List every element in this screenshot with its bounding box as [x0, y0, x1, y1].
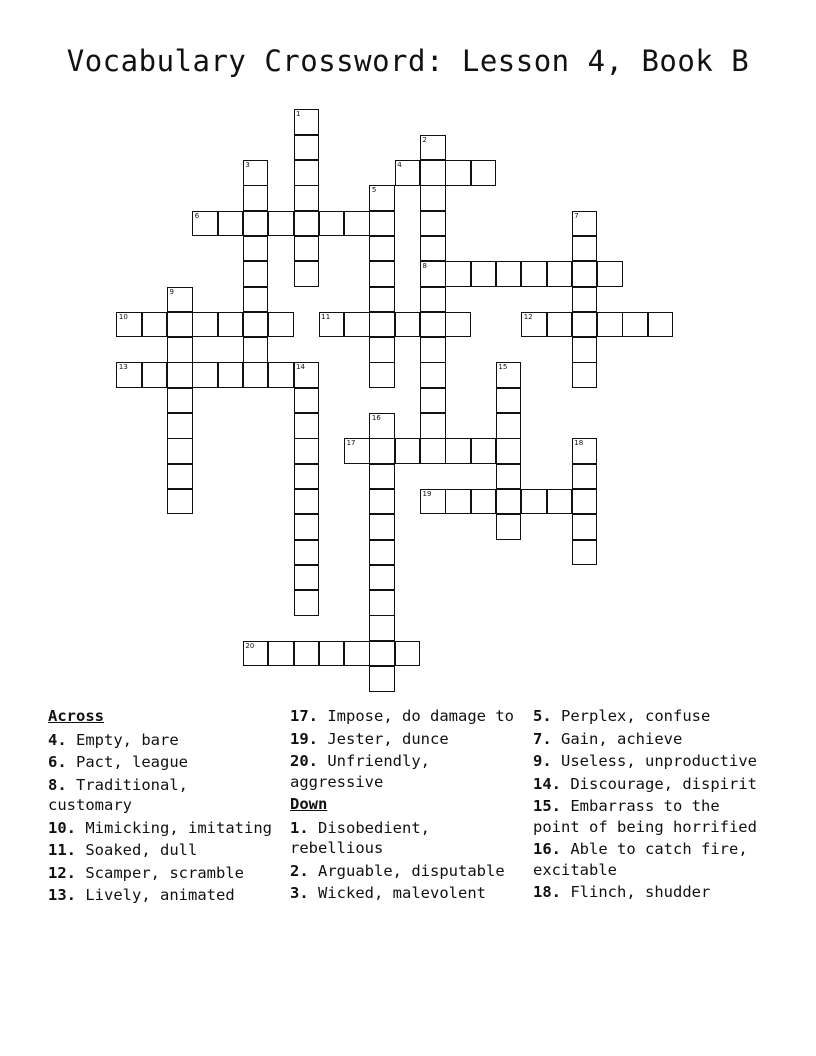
grid-cell[interactable] [243, 211, 269, 237]
grid-cell[interactable] [294, 590, 320, 616]
grid-cell[interactable] [420, 388, 446, 414]
grid-cell[interactable] [420, 236, 446, 262]
grid-cell[interactable] [167, 337, 193, 363]
grid-cell[interactable] [344, 211, 370, 237]
grid-cell[interactable] [369, 362, 395, 388]
clue-down-7: 7. Gain, achieve [533, 729, 683, 748]
clue-number: 13 [118, 363, 128, 372]
grid-cell[interactable] [622, 312, 648, 338]
grid-cell[interactable] [167, 413, 193, 439]
clue-down-15: 15. Embarrass to the point of being horrified [533, 797, 757, 836]
grid-cell[interactable] [471, 160, 497, 186]
grid-cell[interactable] [167, 287, 193, 313]
grid-cell[interactable] [294, 185, 320, 211]
grid-cell[interactable] [445, 489, 471, 515]
grid-cell[interactable] [496, 489, 522, 515]
clue-across-8: 8. Traditional, customary [48, 775, 188, 814]
clues-column-1 [48, 706, 278, 908]
grid-cell[interactable] [572, 261, 598, 287]
grid-cell[interactable] [496, 438, 522, 464]
grid-cell[interactable] [167, 489, 193, 515]
clue-across-6: 6. Pact, league [48, 753, 188, 771]
grid-cell[interactable] [142, 362, 168, 388]
grid-cell[interactable] [369, 185, 395, 211]
grid-cell[interactable] [294, 211, 320, 237]
clue-across-12: 12. Scamper, scramble [48, 863, 244, 882]
grid-cell[interactable] [243, 185, 269, 211]
grid-cell[interactable] [420, 211, 446, 237]
grid-cell[interactable] [572, 540, 598, 566]
grid-cell[interactable] [521, 489, 547, 515]
grid-cell[interactable] [572, 312, 598, 338]
grid-cell[interactable] [369, 413, 395, 439]
grid-cell[interactable] [395, 160, 421, 186]
clue-down-16: 16. Able to catch fire, excitable [533, 840, 748, 879]
grid-cell[interactable] [420, 413, 446, 439]
grid-cell[interactable] [243, 337, 269, 363]
clue-number: 4 [397, 161, 402, 169]
clue-number: 11 [321, 312, 331, 321]
grid-cell[interactable] [648, 312, 674, 338]
grid-cell[interactable] [521, 261, 547, 287]
grid-cell[interactable] [496, 261, 522, 287]
grid-cell[interactable] [294, 540, 320, 566]
grid-cell[interactable] [572, 236, 598, 262]
grid-cell[interactable] [572, 287, 598, 313]
grid-cell[interactable] [445, 160, 471, 186]
clue-number: 14 [296, 363, 305, 372]
grid-cell[interactable] [319, 641, 345, 667]
grid-cell[interactable] [496, 388, 522, 414]
grid-cell[interactable] [420, 135, 446, 161]
grid-cell[interactable] [369, 287, 395, 313]
grid-cell[interactable] [369, 438, 395, 464]
grid-cell[interactable] [547, 261, 573, 287]
clue-down-9: 9. Useless, unproductive [533, 752, 757, 770]
grid-cell[interactable] [294, 565, 320, 591]
clue-number: 20 [245, 641, 255, 650]
grid-cell[interactable] [294, 464, 320, 490]
grid-cell[interactable] [572, 211, 598, 237]
clue-number: 7 [574, 211, 579, 220]
grid-cell[interactable] [167, 388, 193, 414]
grid-cell[interactable] [344, 312, 370, 338]
grid-cell[interactable] [294, 160, 320, 186]
grid-cell[interactable] [369, 211, 395, 237]
grid-cell[interactable] [420, 438, 446, 464]
grid-cell[interactable] [243, 362, 269, 388]
grid-cell[interactable] [167, 464, 193, 490]
grid-cell[interactable] [420, 160, 446, 186]
grid-cell[interactable] [395, 438, 421, 464]
clue-number: 10 [118, 312, 128, 321]
grid-cell[interactable] [572, 464, 598, 490]
clue-number: 2 [422, 135, 427, 144]
grid-cell[interactable] [547, 312, 573, 338]
grid-cell[interactable] [572, 362, 598, 388]
grid-cell[interactable] [243, 312, 269, 338]
across-heading: Across [48, 707, 104, 725]
grid-cell[interactable] [496, 413, 522, 439]
clue-number: 17 [346, 439, 356, 448]
grid-cell[interactable] [369, 641, 395, 667]
grid-cell[interactable] [572, 438, 598, 464]
clue-across-10: 10. Mimicking, imitating [48, 818, 272, 837]
grid-cell[interactable] [167, 312, 193, 338]
clue-across-19: 19. Jester, dunce [290, 729, 449, 748]
grid-cell[interactable] [294, 261, 320, 287]
clue-down-1: 1. Disobedient, rebellious [290, 818, 430, 857]
grid-cell[interactable] [420, 489, 446, 515]
grid-cell[interactable] [496, 514, 522, 540]
grid-cell[interactable] [268, 362, 294, 388]
grid-cell[interactable] [420, 362, 446, 388]
clue-number: 19 [422, 489, 432, 498]
grid-cell[interactable] [420, 312, 446, 338]
grid-cell[interactable] [369, 464, 395, 490]
grid-cell[interactable] [294, 236, 320, 262]
clue-number: 18 [574, 439, 584, 448]
grid-cell[interactable] [572, 489, 598, 515]
grid-cell[interactable] [369, 261, 395, 287]
grid-cell[interactable] [369, 312, 395, 338]
clue-down-18: 18. Flinch, shudder [533, 883, 711, 901]
grid-cell[interactable] [395, 312, 421, 338]
grid-cell[interactable] [369, 514, 395, 540]
grid-cell[interactable] [572, 337, 598, 363]
grid-cell[interactable] [369, 590, 395, 616]
grid-cell[interactable] [192, 362, 218, 388]
grid-cell[interactable] [294, 641, 320, 667]
clue-number: 5 [371, 186, 377, 195]
grid-cell[interactable] [445, 261, 471, 287]
clue-number: 9 [169, 287, 174, 296]
grid-cell[interactable] [521, 312, 547, 338]
clue-across-13: 13. Lively, animated [48, 886, 235, 904]
grid-cell[interactable] [294, 413, 320, 439]
grid-cell[interactable] [496, 464, 522, 490]
grid-cell[interactable] [572, 514, 598, 540]
clue-across-17: 17. Impose, do damage to [290, 707, 514, 725]
grid-cell[interactable] [142, 312, 168, 338]
grid-cell[interactable] [167, 362, 193, 388]
puzzle-title: Vocabulary Crossword: Lesson 4, Book B [66, 44, 750, 78]
grid-cell[interactable] [471, 261, 497, 287]
grid-cell[interactable] [471, 438, 497, 464]
clue-number: 8 [422, 262, 427, 271]
grid-cell[interactable] [294, 489, 320, 515]
grid-cell[interactable] [597, 261, 623, 287]
grid-cell[interactable] [597, 312, 623, 338]
grid-cell[interactable] [319, 211, 345, 237]
clues-column-2 [290, 706, 522, 906]
grid-cell[interactable] [369, 236, 395, 262]
grid-cell[interactable] [496, 362, 522, 388]
clue-across-20: 20. Unfriendly, aggressive [290, 752, 430, 791]
grid-cell[interactable] [369, 565, 395, 591]
clue-down-5: 5. Perplex, confuse [533, 707, 711, 725]
grid-cell[interactable] [344, 438, 370, 464]
grid-cell[interactable] [369, 540, 395, 566]
grid-cell[interactable] [243, 287, 269, 313]
clue-down-3: 3. Wicked, malevolent [290, 884, 486, 902]
grid-cell[interactable] [420, 287, 446, 313]
grid-cell[interactable] [116, 362, 142, 388]
clue-number: 6 [194, 211, 200, 220]
grid-cell[interactable] [268, 211, 294, 237]
grid-cell[interactable] [420, 185, 446, 211]
grid-cell[interactable] [116, 312, 142, 338]
grid-cell[interactable] [395, 641, 421, 667]
grid-cell[interactable] [167, 438, 193, 464]
grid-cell[interactable] [243, 261, 269, 287]
grid-cell[interactable] [369, 615, 395, 641]
clue-number: 15 [498, 363, 508, 372]
down-heading: Down [290, 795, 328, 813]
grid-cell[interactable] [471, 489, 497, 515]
grid-cell[interactable] [420, 337, 446, 363]
grid-cell[interactable] [218, 312, 244, 338]
clue-down-2: 2. Arguable, disputable [290, 861, 505, 880]
grid-cell[interactable] [294, 438, 320, 464]
grid-cell[interactable] [268, 312, 294, 338]
grid-cell[interactable] [420, 261, 446, 287]
grid-cell[interactable] [369, 666, 395, 692]
grid-cell[interactable] [294, 514, 320, 540]
grid-cell[interactable] [243, 641, 269, 667]
clues-column-3 [533, 706, 773, 905]
clue-number: 1 [296, 110, 301, 119]
clue-down-14: 14. Discourage, dispirit [533, 774, 757, 793]
clue-number: 3 [245, 161, 250, 169]
grid-cell[interactable] [243, 160, 269, 186]
grid-cell[interactable] [243, 236, 269, 262]
clue-number: 16 [371, 414, 381, 422]
grid-cell[interactable] [294, 362, 320, 388]
grid-cell[interactable] [294, 388, 320, 414]
clue-across-4: 4. Empty, bare [48, 730, 179, 749]
grid-cell[interactable] [192, 312, 218, 338]
grid-cell[interactable] [369, 489, 395, 515]
grid-cell[interactable] [294, 109, 320, 135]
grid-cell[interactable] [268, 641, 294, 667]
grid-cell[interactable] [445, 438, 471, 464]
grid-cell[interactable] [445, 312, 471, 338]
grid-cell[interactable] [344, 641, 370, 667]
grid-cell[interactable] [218, 362, 244, 388]
grid-cell[interactable] [547, 489, 573, 515]
grid-cell[interactable] [218, 211, 244, 237]
grid-cell[interactable] [192, 211, 218, 237]
clue-across-11: 11. Soaked, dull [48, 841, 198, 859]
grid-cell[interactable] [294, 135, 320, 161]
grid-cell[interactable] [369, 337, 395, 363]
grid-cell[interactable] [319, 312, 345, 338]
clue-number: 12 [523, 312, 533, 321]
